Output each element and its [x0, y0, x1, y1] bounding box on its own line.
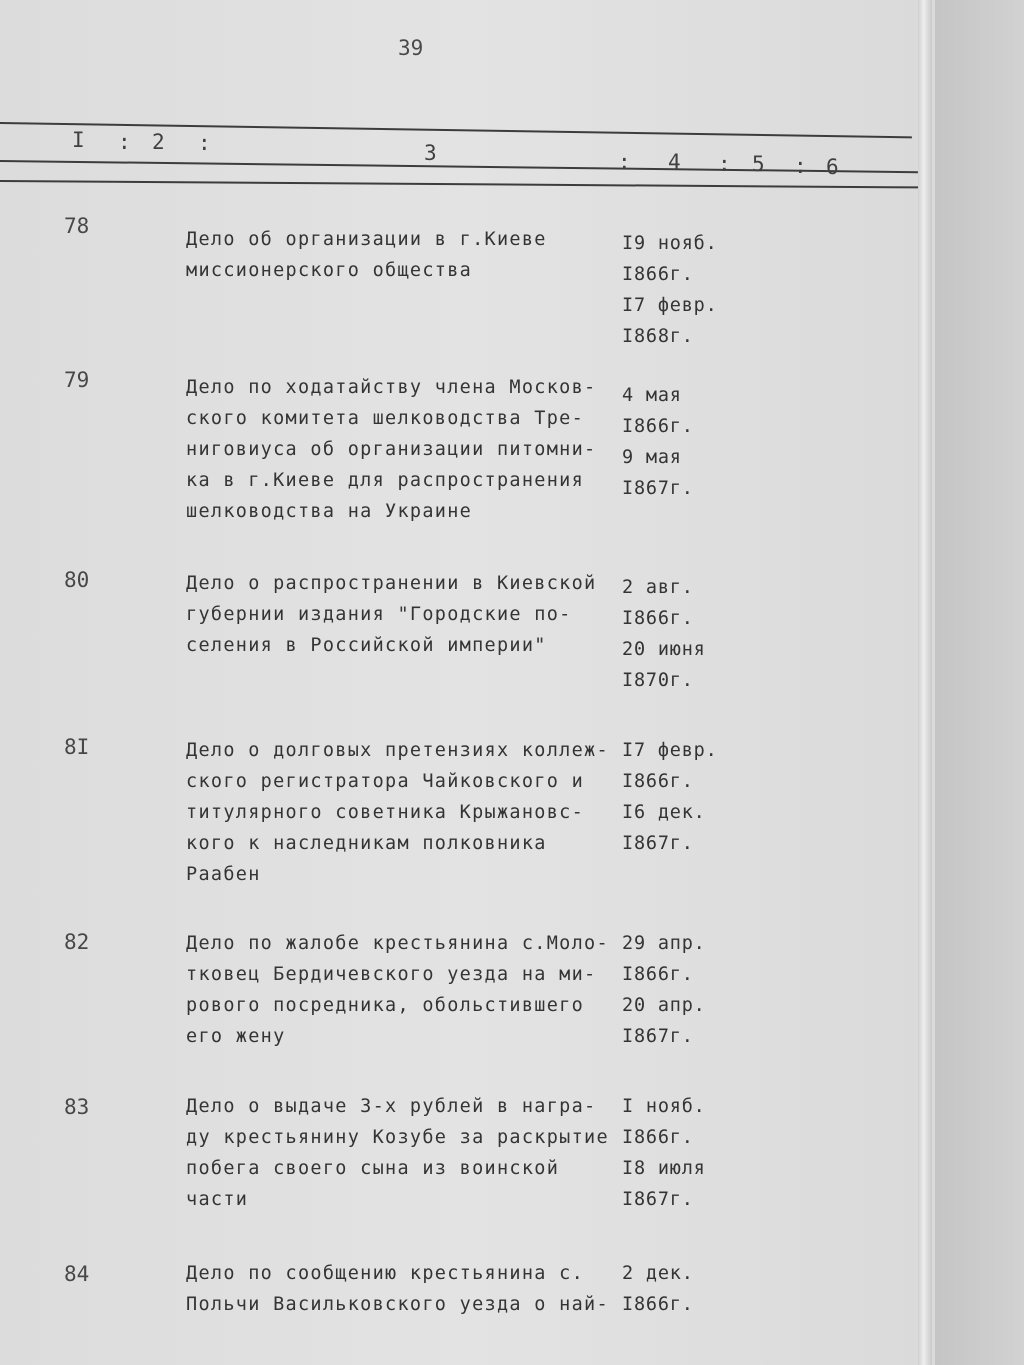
- entry-title: Дело по жалобе крестьянина с.Моло- тковец Бердичевского уезда на ми- рового посредника, обольстившего его жену: [186, 933, 609, 1047]
- entry-title: Дело о распространении в Киевской губернии издания "Городские по- селения в Российской империи": [186, 573, 597, 656]
- entry-dates: 4 мая I866г. 9 мая I867г.: [622, 385, 694, 499]
- column-header-6: 6: [826, 155, 839, 179]
- page-edge: [918, 0, 932, 1365]
- entry-number: 83: [64, 1095, 90, 1119]
- entry-title: Дело о долговых претензиях коллеж- ского регистратора Чайковского и титулярного советника Крыжановс- кого к наследникам полковника Раабен: [186, 740, 609, 885]
- entry-number: 78: [64, 214, 90, 238]
- entry-title: Дело по ходатайству члена Москов- ского комитета шелководства Тре- ниговиуса об организации питомни- ка в г.Киеве для распространения шелководства на Украине: [186, 377, 597, 522]
- entry-title: Дело о выдаче 3-х рублей в награ- ду крестьянину Козубе за раскрытие побега своего сына из воинской части: [186, 1096, 609, 1210]
- entry-number: 79: [64, 368, 90, 392]
- column-header-4: 4: [668, 150, 681, 174]
- column-header-5: 5: [752, 152, 765, 176]
- entry-dates: I9 нояб. I866г. I7 февр. I868г.: [622, 233, 718, 347]
- background-surface: [932, 0, 1024, 1365]
- column-separator: :: [618, 150, 631, 174]
- entry-dates: 2 авг. I866г. 20 июня I870г.: [622, 577, 706, 691]
- column-header-1: I: [72, 128, 85, 152]
- column-header-2: 2: [152, 130, 165, 154]
- column-header-3: 3: [424, 141, 437, 165]
- page-number: 39: [398, 36, 424, 60]
- column-separator: :: [718, 152, 731, 176]
- entry-number: 84: [64, 1262, 90, 1286]
- entry-number: 8I: [64, 735, 90, 759]
- column-separator: :: [794, 154, 807, 178]
- entry-dates: 29 апр. I866г. 20 апр. I867г.: [622, 933, 706, 1047]
- entry-dates: I нояб. I866г. I8 июля I867г.: [622, 1096, 706, 1210]
- entry-number: 80: [64, 568, 90, 592]
- entry-dates: 2 дек. I866г.: [622, 1263, 694, 1315]
- entry-title: Дело по сообщению крестьянина с. Польчи Васильковского уезда о най-: [186, 1263, 609, 1315]
- entry-dates: I7 февр. I866г. I6 дек. I867г.: [622, 740, 718, 854]
- entry-title: Дело об организации в г.Киеве миссионерского общества: [186, 229, 547, 281]
- column-separator: :: [118, 130, 131, 154]
- column-separator: :: [198, 131, 211, 155]
- entry-number: 82: [64, 930, 90, 954]
